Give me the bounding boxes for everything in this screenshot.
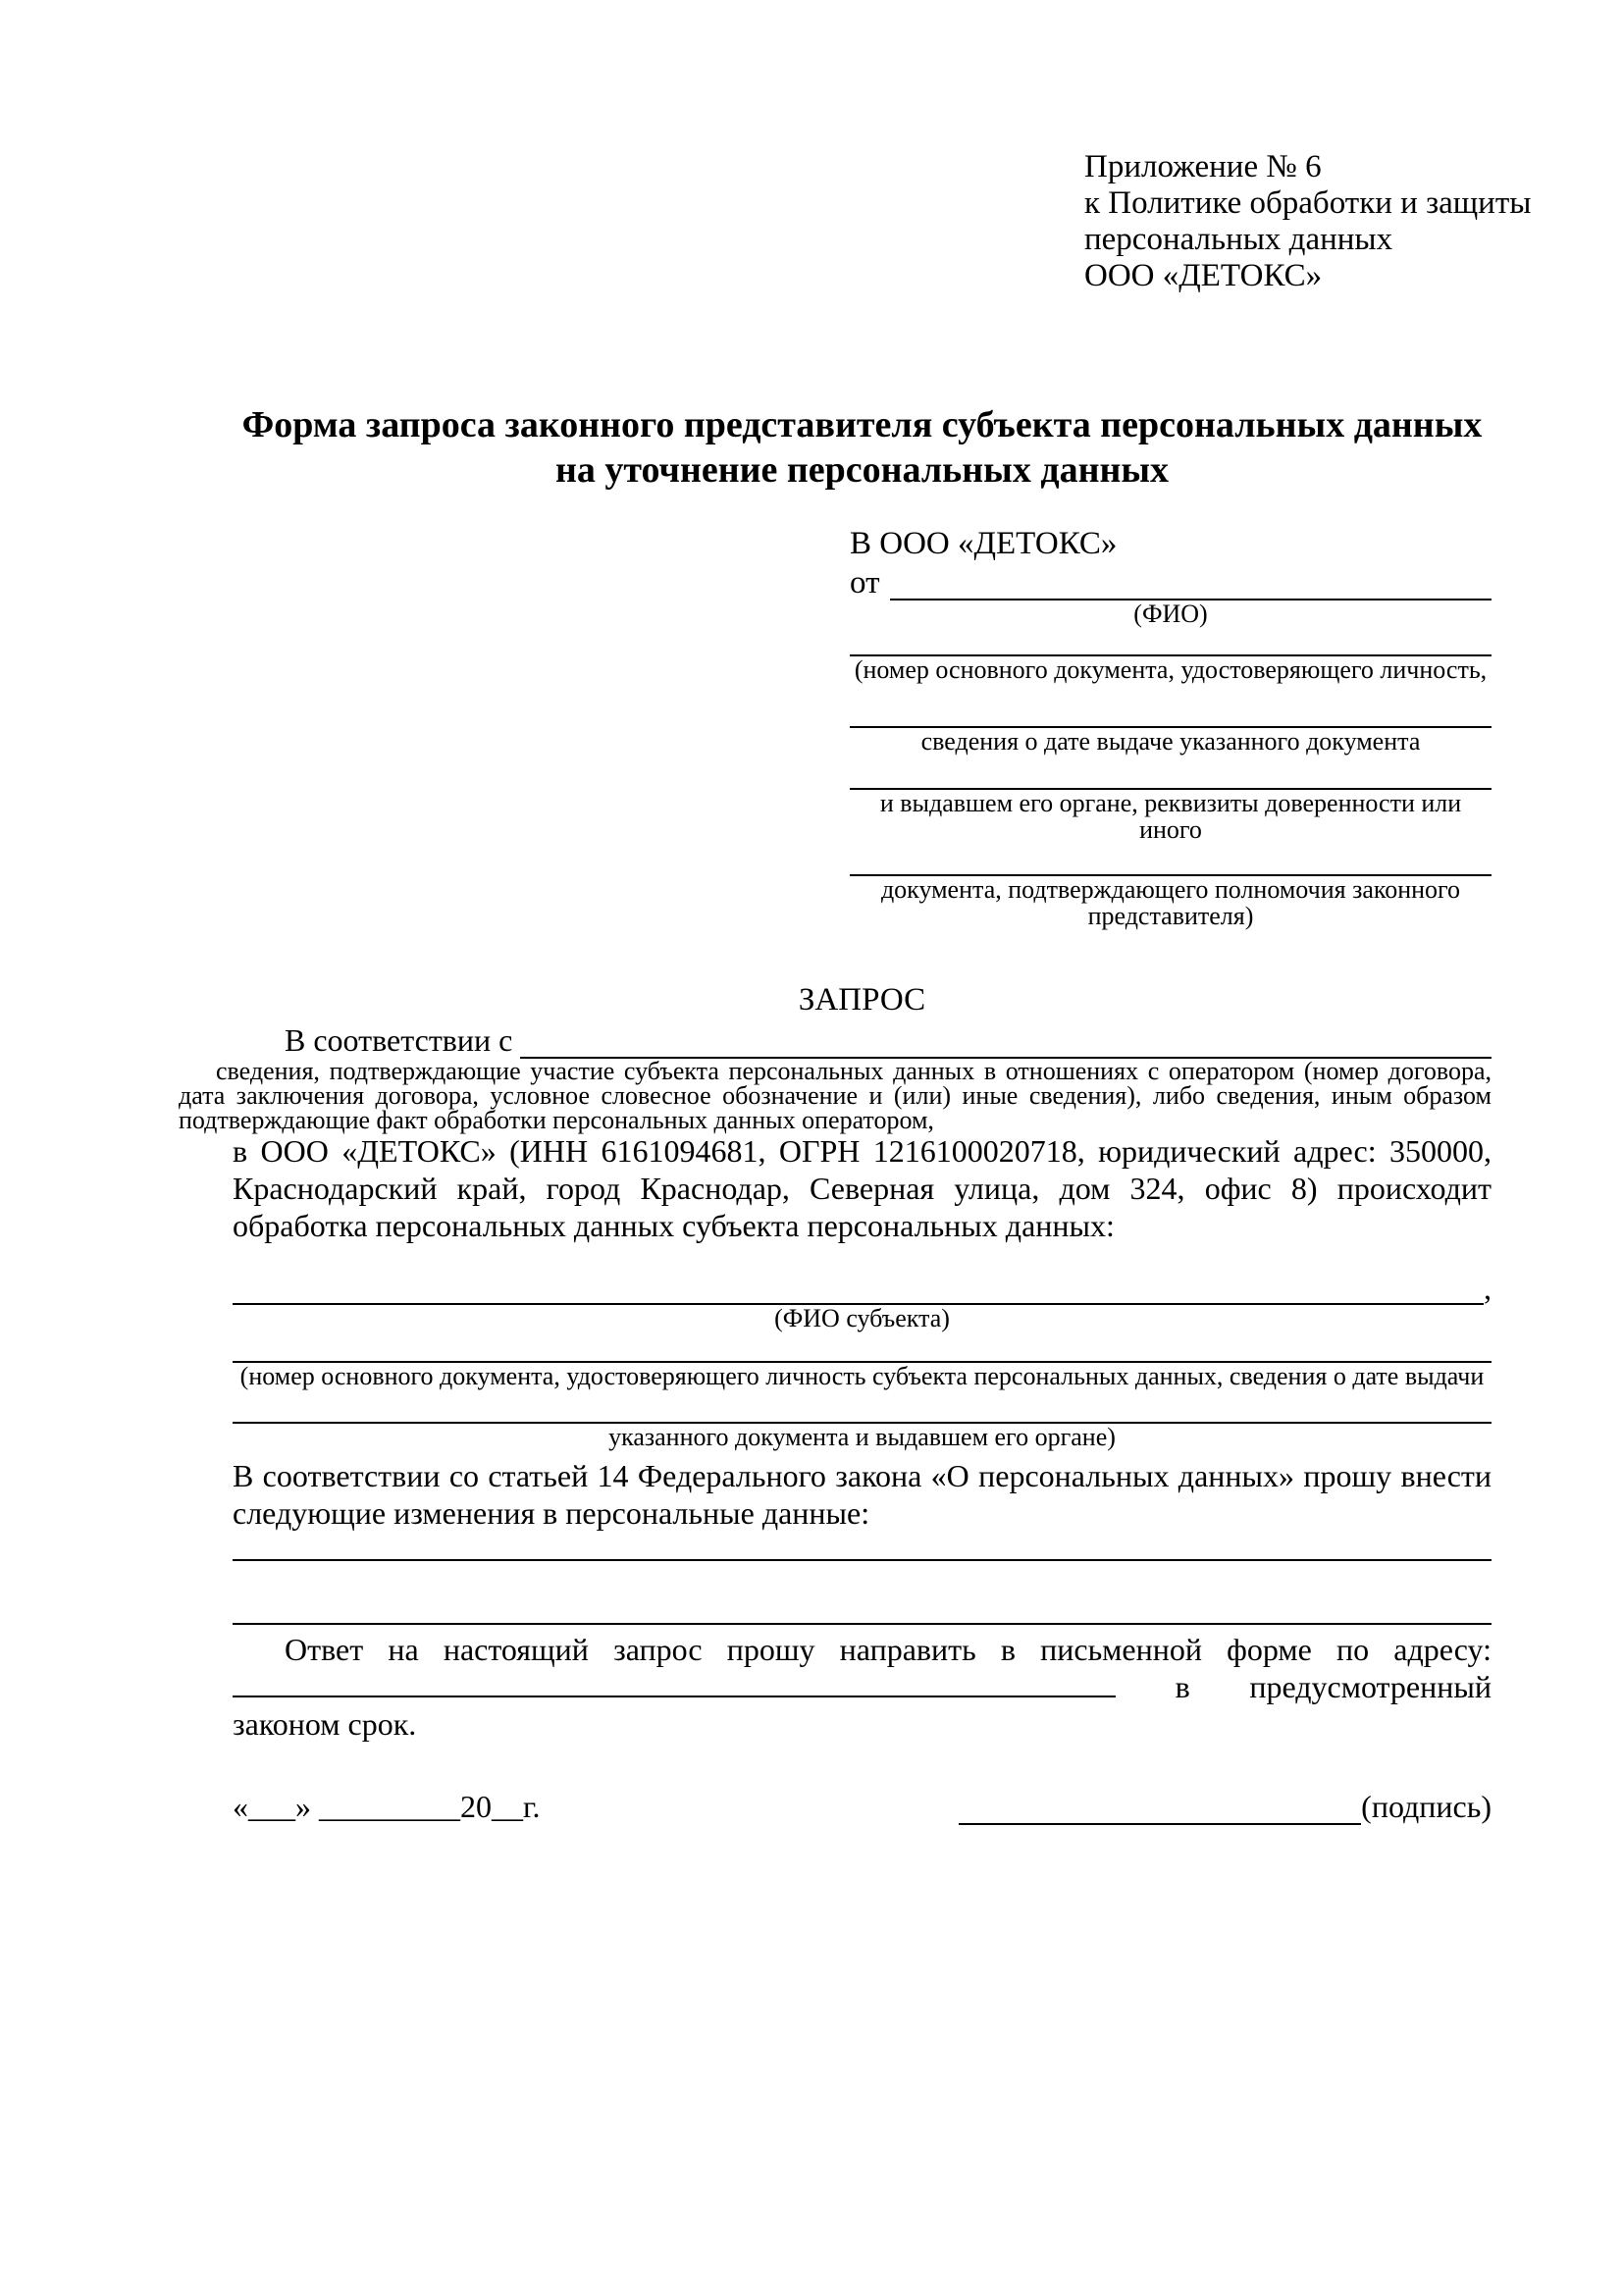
date-signature-row — [233, 1788, 1492, 1825]
caption-document-number: (номер основного документа, удостоверяющего личность, — [854, 655, 1488, 684]
appendix-line-2: к Политике обработки и защиты — [1084, 185, 1532, 221]
document-title — [233, 402, 1492, 493]
appendix-line-1: Приложение № 6 — [1084, 149, 1322, 184]
subject-fio-caption: (ФИО субъекта) — [774, 1304, 950, 1332]
caption-power-of-attorney: документа, подтверждающего полномочия законного представителя) — [880, 875, 1461, 930]
operator-paragraph: в ООО «ДЕТОКС» (ИНН 6161094681, ОГРН 1216100020718, юридический адрес: 350000, Краснодарский край, город Краснодар, Северная улица, дом 324, офис 8) происходит обработка персональных данных субъекта персональных данных: — [233, 1133, 1492, 1243]
blank-line-changes-1 — [233, 1559, 1492, 1561]
from-fill-line — [890, 569, 1492, 600]
blank-line-issuing-authority — [850, 755, 1492, 790]
document-title-line-1: Форма запроса законного представителя субъекта персональных данных — [241, 404, 1483, 445]
answer-paragraph — [233, 1631, 1492, 1743]
article14-paragraph: В соответствии со статьей 14 Федерального закона «О персональных данных» прошу внести следующие изменения в персональные данные: — [233, 1458, 1492, 1531]
signature-group — [959, 1788, 1492, 1825]
addressee-block — [850, 524, 1492, 929]
from-label: от — [850, 565, 880, 600]
blank-line-changes-2 — [233, 1623, 1492, 1625]
blank-line-issue-date — [850, 683, 1492, 728]
signature-fill-line — [959, 1794, 1361, 1825]
appendix-line-4: ООО «ДЕТОКС» — [1084, 258, 1323, 293]
accordance-caption: сведения, подтверждающие участие субъекта персональных данных в отношениях с оператором (номер договора, дата заключения договора, условное словесное обозначение и (или) иные сведения), либо сведения, иным образом подтверждающие факт обработки персональных данных оператором, — [179, 1057, 1492, 1134]
accordance-row — [233, 1019, 1492, 1059]
signature-caption: (подпись) — [1361, 1789, 1492, 1824]
appendix-block — [1084, 149, 1532, 294]
request-heading: ЗАПРОС — [798, 982, 926, 1018]
answer-address-fill-line — [233, 1668, 1116, 1697]
subject-fio-row — [233, 1270, 1492, 1305]
fio-caption: (ФИО) — [1133, 600, 1208, 628]
subject-document-caption-1: (номер основного документа, удостоверяющего личность субъекта персональных данных, сведения о дате выдачи — [239, 1362, 1485, 1390]
blank-line-power-of-attorney — [850, 843, 1492, 876]
trailing-comma: , — [1484, 1271, 1492, 1306]
caption-issue-date: сведения о дате выдаче указанного документа — [920, 727, 1421, 756]
accordance-fill-line — [520, 1027, 1492, 1059]
document-title-line-2: на уточнение персональных данных — [554, 449, 1170, 491]
appendix-line-3: персональных данных — [1084, 222, 1393, 257]
answer-text-end: в предусмотренный законом срок. — [233, 1669, 1492, 1742]
addressee-to: В ООО «ДЕТОКС» — [850, 526, 1118, 561]
date-line: «___» _________20__г. — [233, 1789, 541, 1824]
subject-document-caption-2: указанного документа и выдавшем его органе) — [608, 1423, 1116, 1451]
subject-fio-fill-line — [233, 1274, 1484, 1305]
answer-text-start: Ответ на настоящий запрос прошу направить в письменной форме по адресу: — [285, 1632, 1492, 1667]
blank-line-document-number — [850, 627, 1492, 656]
caption-issuing-authority: и выдавшем его органе, реквизиты доверенности или иного — [879, 789, 1462, 844]
accordance-label: В соответствии с — [285, 1022, 513, 1058]
addressee-from-row — [850, 563, 1492, 600]
